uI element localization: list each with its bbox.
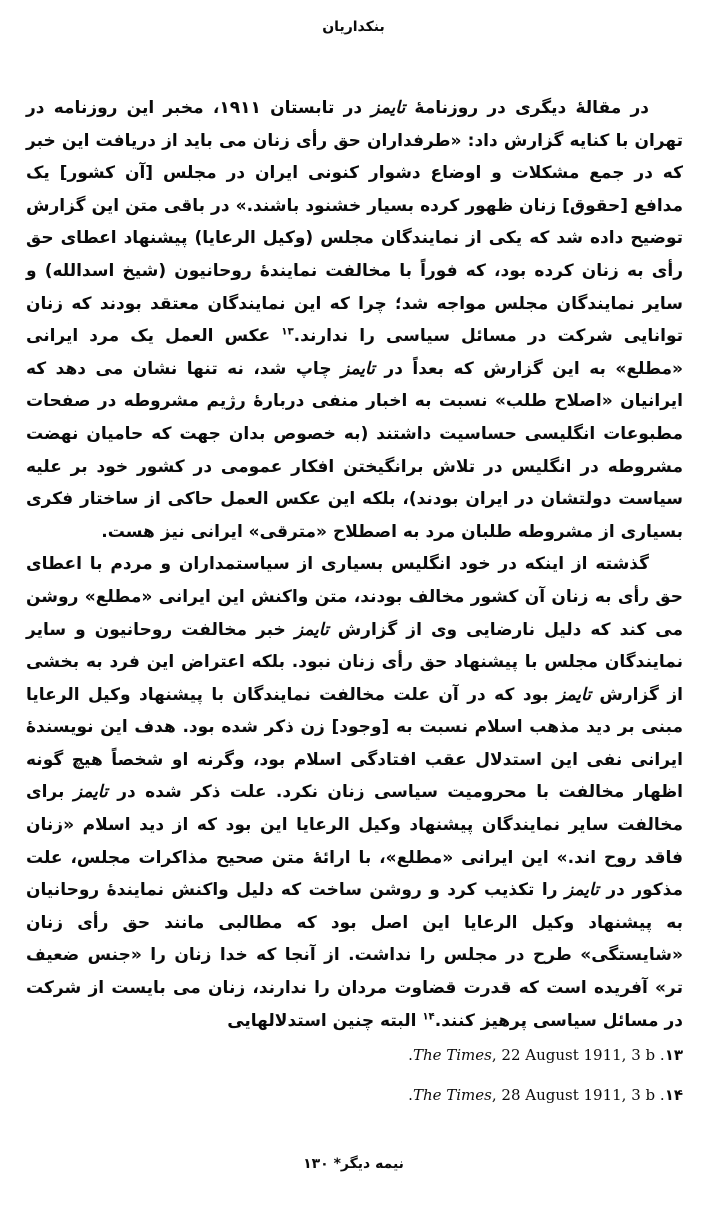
footnote-source-detail: , 28 August 1911, 3 b.: [408, 1086, 656, 1104]
footnote-separator: .: [659, 1046, 665, 1064]
footnote-separator: .: [659, 1086, 665, 1104]
footnote-asterisk: *: [333, 1156, 341, 1172]
page-footer: [0, 1156, 707, 1172]
footnote: [26, 1086, 683, 1104]
running-head: بنکداریان: [322, 19, 385, 35]
footnote-source-title: The Times: [412, 1046, 492, 1064]
footnote-number: ۱۳: [664, 1046, 683, 1064]
journal-name: نیمه دیگر: [340, 1156, 404, 1172]
paragraph: گذشته از اینکه در خود انگلیس بسیاری از سیاستمداران و مردم با اعطای حق رأی به زنان آن کشور مخالف بودند، متن واکنش این ایرانی «مطلع» روشن می کند که دلیل نارضایی وی از گزارش تایمز خبر مخالفت روحانیون و سایر نمایندگان مجلس با پیشنهاد حق رأی زنان نبود. بلکه اعتراض این فرد به بخشی از گزارش تایمز بود که در آن علت مخالفت نمایندگان با پیشنهاد وکیل الرعایا مبنی بر دید مذهب اسلام نسبت به [وجود] زن ذکر شده بود. هدف این نویسندهٔ ایرانی نفی این استدلال عقب افتادگی اسلام بود، وگرنه او شخصاً هیچ گونه اظهار مخالفت با محرومیت سیاسی زنان نکرد. علت ذکر شده در تایمز برای مخالفت سایر نمایندگان پیشنهاد وکیل الرعایا این بود که از دید اسلام «زنان فاقد روح اند.» این ایرانی «مطلع»، با ارائهٔ متن صحیح مذاکرات مجلس، علت مذکور در تایمز را تکذیب کرد و روشن ساخت که دلیل واکنش نمایندهٔ روحانیان به پیشنهاد وکیل الرعایا این اصل بود که مطالبی مانند حق رأی زنان «شایستگی» طرح در مجلس را نداشت. از آنجا که خدا زنان را «جنس ضعیف تر» آفریده است که قدرت قضاوت مردان را ندارند، زنان می بایست از شرکت در مسائل سیاسی پرهیز کنند.$^{۱۴}$ البته چنین استدلالهایی: [26, 554, 684, 1031]
footnote-source-title: The Times: [412, 1086, 492, 1104]
footnote: [26, 1046, 683, 1064]
paragraph: در مقالهٔ دیگری در روزنامهٔ تایمز در تابستان ۱۹۱۱، مخبر این روزنامه در تهران با کنایه گزارش داد: «طرفداران حق رأی زنان می باید از دریافت این خبر که در جمع مشکلات و اوضاع دشوار کنونی ایران در مجلس [آن کشور] یک مدافع [حقوق] زنان ظهور کرده بسیار خشنود باشند.» در باقی متن این گزارش توضیح داده شد که یکی از نمایندگان مجلس (وکیل الرعایا) پیشنهاد اعطای حق رأی به زنان کرده بود، که فوراً با مخالفت نمایندهٔ روحانیون (شیخ اسدالله) و سایر نمایندگان مجلس مواجه شد؛ چرا که این نمایندگان معتقد بودند که زنان توانایی شرکت در مسائل سیاسی را ندارند.$^{۱۳}$ عکس العمل یک مرد ایرانی «مطلع» به این گزارش که بعداً در تایمز چاپ شد، نه تنها نشان می دهد که ایرانیان «اصلاح طلب» نسبت به اخبار منفی دربارهٔ رژیم مشروطه در صفحات مطبوعات انگلیسی حساسیت داشتند (به خصوص بدان جهت که حامیان نهضت مشروطه در انگلیس در تلاش برانگیختن افکار عمومی در کشور خود بر علیه سیاست دولتشان در ایران بودند)، بلکه این عکس العمل حاکی از ساختار فکری بسیاری از مشروطه طلبان مرد به اصطلاح «مترقی» ایرانی نیز هست.: [26, 98, 683, 542]
footnote-source-detail: , 22 August 1911, 3 b.: [408, 1046, 656, 1064]
page-number: ۱۳۰: [303, 1156, 329, 1172]
footnote-number: ۱۴: [664, 1086, 683, 1104]
footnotes-section: [26, 1046, 683, 1126]
document-body: [26, 92, 683, 1037]
